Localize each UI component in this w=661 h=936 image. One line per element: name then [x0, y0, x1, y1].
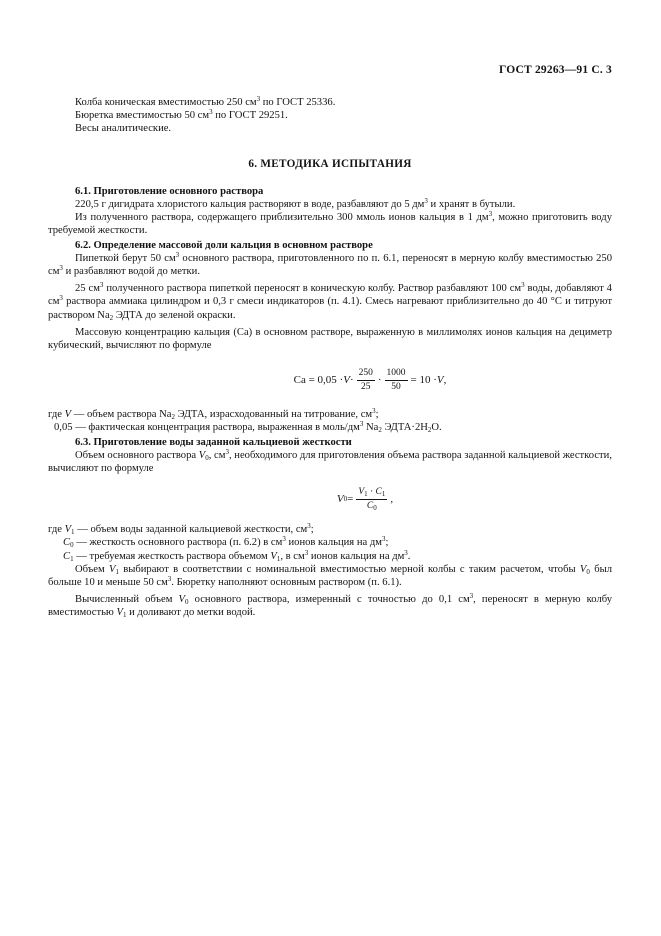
subsection-6-2-title: 6.2. Определение массовой доли кальция в основном растворе [75, 239, 373, 251]
formula-calcium: Са = 0,05 · V · $\frac{250}{25}$ · $\frac{1000}{50}$ = 10 · V , [293, 367, 447, 392]
section-heading: 6. МЕТОДИКА ИСПЫТАНИЯ [248, 157, 412, 170]
paragraph: Вычисленный объем $V_0$ основного раствора, измеренный с точностью до 0,1 $см^3$, переносят в мерную колбу вместимостью $V_1$ и доливают до метки водой. [48, 592, 613, 620]
equipment-item-flask: Колба коническая вместимостью 250 $см^3$ по ГОСТ 25336. [75, 95, 336, 108]
formula-legend: 0,05 — фактическая концентрация раствора, выраженная в моль/$дм^3$ $Na_2$ $ЭДТА\cdot 2H_2O$. [54, 420, 442, 435]
paragraph: Массовую концентрацию кальция (Са) в основном растворе, выраженную в миллимолях ионов кальция на дециметр кубический, вычисляют по формуле [48, 326, 612, 352]
page-content [48, 96, 612, 620]
paragraph: Пипеткой берут 50 $см^3$ основного раствора, приготовленного по п. 6.1, переносят в мерную колбу вместимостью 250 $см^3$ и разбавляют водой до метки. [48, 250, 612, 278]
page-header: ГОСТ 29263—91 С. 3 [499, 64, 612, 76]
subsection-6-1-title: 6.1. Приготовление основного раствора [75, 185, 264, 197]
equipment-item-scales: Весы аналитические. [75, 123, 172, 135]
subsection-6-3-title: 6.3. Приготовление воды заданной кальциевой жесткости [75, 436, 352, 448]
equipment-list [48, 96, 612, 136]
fraction: $\frac{1000}{50}$ [386, 367, 406, 392]
formula-legend: где V — объем раствора $Na_2$ ЭДТА, израсходованный на титрование, $см^3$; [48, 407, 379, 422]
fraction: $\frac{250}{25}$ [358, 367, 373, 392]
paragraph: Объем основного раствора $V_0$, $см^3$, необходимого для приготовления объема раствора заданной кальциевой жесткости, вычисляют по формуле [48, 447, 613, 475]
formula-legend: $C_0$ — жесткость основного раствора (п. 6.2) в $см^3$ ионов кальция на $дм^3$; [63, 535, 389, 550]
paragraph: Объем $V_1$ выбирают в соответствии с номинальной вместимостью мерной колбы с таким расчетом, чтобы $V_0$ был больше 10 и меньше 50 $см^3$. Бюретку наполняют основным раствором (п. 6.1). [48, 563, 612, 589]
formula-volume: V 0 = $\frac{V_1 \cdot C_1}{C_0}$ , [336, 486, 394, 512]
formula-legend: $C_1$ — требуемая жесткость раствора объемом $V_1$, в $см^3$ ионов кальция на $дм^3$. [63, 548, 411, 563]
fraction: $\frac{V_1 \cdot C_1}{C_0}$ [358, 486, 386, 512]
equipment-item-burette: Бюретка вместимостью 50 $см^3$ по ГОСТ 29251. [75, 108, 288, 122]
formula-legend: где $V_1$ — объем воды заданной кальциевой жесткости, $см^3$; [48, 522, 314, 537]
paragraph: Из полученного раствора, содержащего приблизительно 300 ммоль ионов кальция в 1 $дм^3$, можно приготовить воду требуемой жесткости. [48, 210, 612, 237]
paragraph: 25 $см^3$ полученного раствора пипеткой переносят в коническую колбу. Раствор разбавляют 100 $см^3$ воды, добавляют 4 $см^3$ раствора аммиака цилиндром и 0,3 г смеси индикаторов (п. 4.1). Смесь нагревают приблизительно до 40 °С и титруют раствором $Na_2$ ЭДТА до зеленой окраски. [48, 281, 612, 322]
paragraph: 220,5 г дигидрата хлористого кальция растворяют в воде, разбавляют до 5 $дм^3$ и хранят в бутыли. [75, 197, 516, 211]
